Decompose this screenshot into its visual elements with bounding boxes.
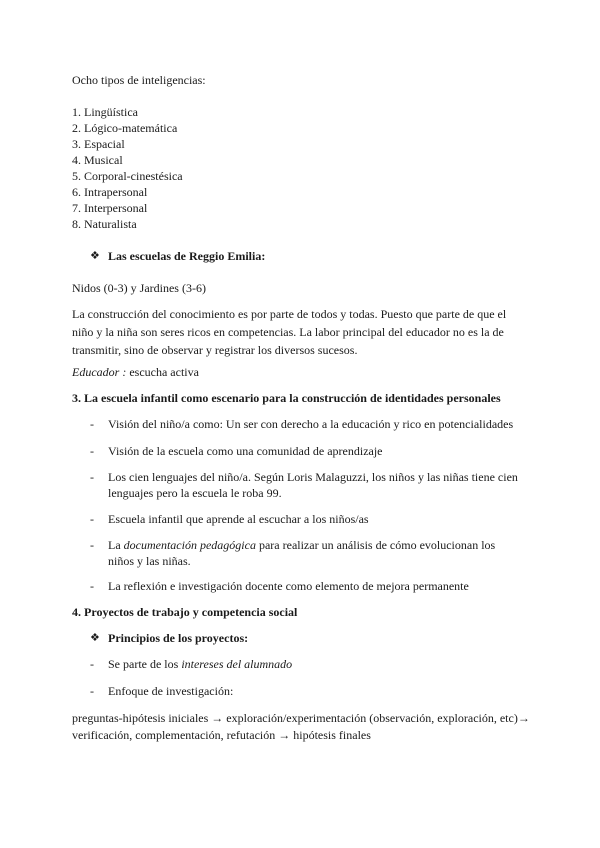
reggio-paragraph: La construcción del conocimiento es por parte de todos y todas. Puesto que parte de que el niño y la niña son seres ricos en competencias. La labor principal del educador no es la de transmitir, sino de observar y registrar los diversos sucesos. [72, 307, 507, 357]
list-item: 8. Naturalista [72, 217, 137, 231]
section3-heading: 3. La escuela infantil como escenario para la construcción de identidades personales [72, 391, 501, 405]
list-item: 1. Lingüística [72, 105, 138, 119]
reggio-ages: Nidos (0-3) y Jardines (3-6) [72, 281, 206, 295]
educator-line [72, 364, 199, 380]
list-item: 6. Intrapersonal [72, 185, 148, 199]
item-text-pre: La [108, 538, 124, 552]
intelligences-list [72, 104, 183, 232]
dash-bullet: - [90, 470, 94, 484]
educator-value: escucha activa [126, 365, 199, 379]
section3-item [0, 443, 600, 461]
section4-subheading-row [0, 630, 600, 646]
item-text-pre: Se parte de los [108, 657, 182, 671]
diamond-bullet-icon: ❖ [90, 632, 100, 644]
dash-bullet: - [90, 657, 94, 671]
section3-item [0, 416, 600, 434]
dash-bullet: - [90, 417, 94, 431]
item-text-post: para realizar un análisis de cómo evolucionan los niños y las niñas. [108, 538, 496, 568]
section3-item-text: Visión de la escuela como una comunidad de aprendizaje [108, 444, 383, 458]
section3-item [0, 537, 600, 573]
section3-item-text: Los cien lenguajes del niño/a. Según Loris Malaguzzi, los niños y las niñas tiene cien lenguajes pero la escuela le roba 99. [108, 470, 518, 500]
item-text-italic: intereses del alumnado [181, 657, 293, 671]
section3-item-text: Visión del niño/a como: Un ser con derecho a la educación y rico en potencialidades [108, 417, 514, 431]
section3-item [0, 511, 600, 529]
section4-item-text: Enfoque de investigación: [108, 684, 234, 698]
reggio-heading-row [0, 248, 600, 264]
section4-item [0, 656, 600, 674]
dash-bullet: - [90, 579, 94, 593]
educator-label: Educador : [72, 365, 127, 379]
list-item: 2. Lógico-matemática [72, 121, 178, 135]
diamond-bullet-icon: ❖ [90, 250, 100, 262]
section3-item-text: La reflexión e investigación docente como elemento de mejora permanente [108, 579, 469, 593]
reggio-heading: Las escuelas de Reggio Emilia: [108, 249, 266, 263]
list-item: 4. Musical [72, 153, 123, 167]
closing-paragraph: preguntas-hipótesis iniciales → exploración/experimentación (observación, exploración, etc)→ verificación, complementación, refutación → hipótesis finales [72, 711, 530, 742]
section4-heading: 4. Proyectos de trabajo y competencia social [72, 605, 298, 619]
list-item: 7. Interpersonal [72, 201, 148, 215]
intro-text: Ocho tipos de inteligencias: [72, 73, 206, 87]
item-text-italic: documentación pedagógica [123, 538, 256, 552]
section3-item-text [108, 537, 508, 569]
dash-bullet: - [90, 512, 94, 526]
section4-item [0, 683, 600, 701]
dash-bullet: - [90, 684, 94, 698]
dash-bullet: - [90, 538, 94, 552]
list-item: 3. Espacial [72, 137, 125, 151]
section3-item [0, 578, 600, 596]
dash-bullet: - [90, 444, 94, 458]
list-item: 5. Corporal-cinestésica [72, 169, 183, 183]
section4-subheading: Principios de los proyectos: [108, 631, 249, 645]
section3-item [0, 469, 600, 505]
section3-item-text: Escuela infantil que aprende al escuchar a los niños/as [108, 512, 369, 526]
section4-item-text [108, 656, 292, 672]
